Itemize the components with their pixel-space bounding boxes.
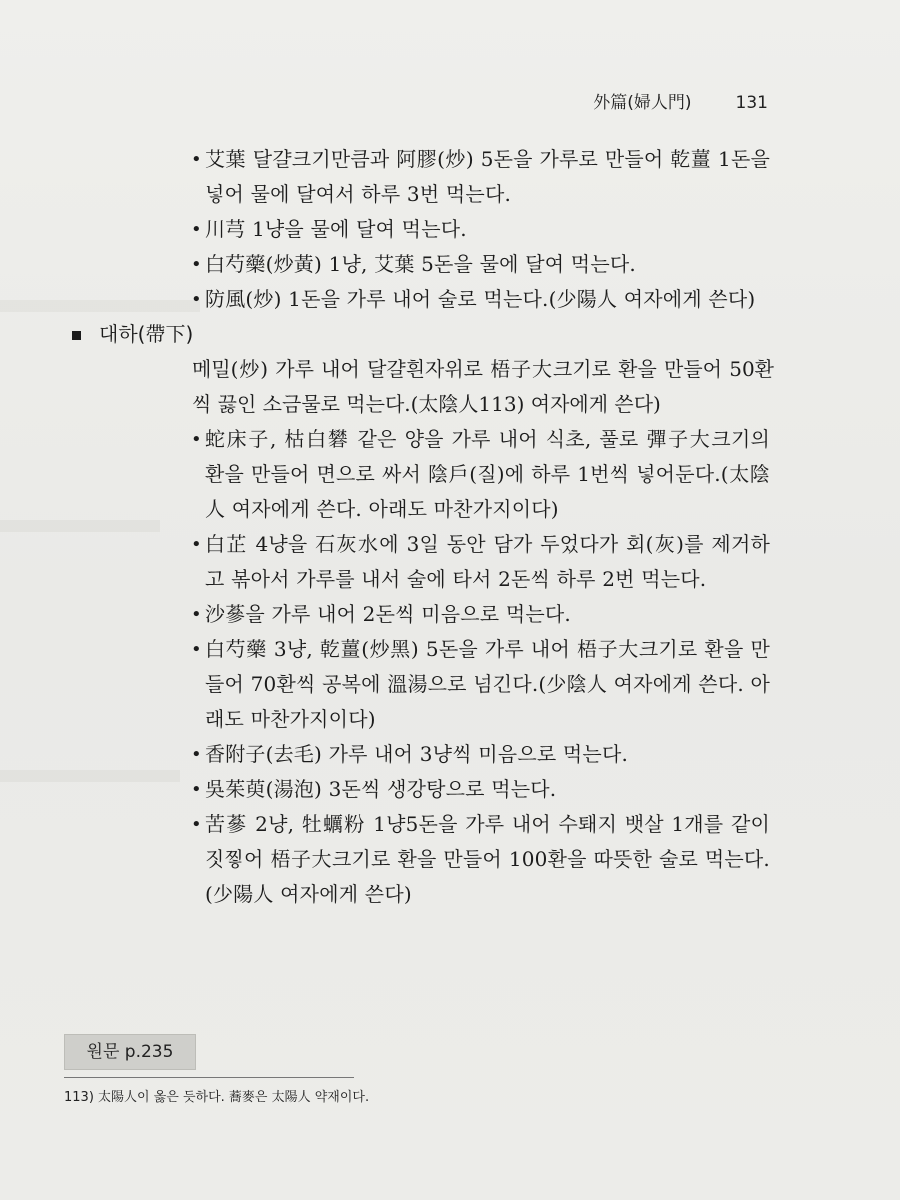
footnote: 113) 太陽人이 옳은 듯하다. 蕎麥은 太陽人 약재이다.: [64, 1090, 370, 1105]
section-heading-text: 대하(帶下): [99, 322, 194, 346]
square-bullet-icon: [72, 331, 81, 340]
header-section-title: 外篇(婦人門): [593, 93, 692, 113]
section-heading: [72, 317, 900, 352]
bullet-marker: •: [191, 604, 202, 625]
bullet-marker: •: [191, 744, 202, 765]
bullet-marker: •: [191, 814, 202, 835]
source-reference-tag: 원문 p.235: [64, 1034, 196, 1070]
list-item: [191, 527, 770, 597]
paragraph: [192, 352, 774, 422]
list-item-text: 吳茱萸(湯泡) 3돈씩 생강탕으로 먹는다.: [205, 777, 557, 801]
list-item-text: 白芷 4냥을 石灰水에 3일 동안 담가 두었다가 회(灰)를 제거하고 볶아서 가루를 내서 술에 타서 2돈씩 하루 2번 먹는다.: [205, 532, 770, 591]
list-item-text: 蛇床子, 枯白礬 같은 양을 가루 내어 식초, 풀로 彈子大크기의 환을 만들어 면으로 싸서 陰戶(질)에 하루 1번씩 넣어둔다.(太陰人 여자에게 쓴다. 아래도 마찬가지이다): [205, 427, 770, 521]
running-header: [593, 88, 768, 113]
list-item: [191, 772, 770, 807]
bullet-marker: •: [191, 289, 202, 310]
list-item: [191, 597, 770, 632]
list-item: [191, 247, 770, 282]
list-item-text: 白芍藥(炒黃) 1냥, 艾葉 5돈을 물에 달여 먹는다.: [205, 252, 636, 276]
footnote-divider: [64, 1077, 354, 1078]
list-item: [191, 807, 770, 912]
bullet-marker: •: [191, 254, 202, 275]
body-text: [0, 142, 900, 912]
bullet-marker: •: [191, 779, 202, 800]
list-item-text: 香附子(去毛) 가루 내어 3냥씩 미음으로 먹는다.: [205, 742, 629, 766]
bullet-marker: •: [191, 149, 202, 170]
list-item-text: 防風(炒) 1돈을 가루 내어 술로 먹는다.(少陽人 여자에게 쓴다): [205, 287, 756, 311]
list-item-text: 川芎 1냥을 물에 달여 먹는다.: [205, 217, 467, 241]
list-item-text: 苦蔘 2냥, 牡蠣粉 1냥5돈을 가루 내어 수퇘지 뱃살 1개를 같이 짓찧어 梧子大크기로 환을 만들어 100환을 따뜻한 술로 먹는다.(少陽人 여자에게 쓴다): [205, 812, 770, 906]
bullet-marker: •: [191, 639, 202, 660]
list-item: [191, 737, 770, 772]
list-item: [191, 212, 770, 247]
bullet-marker: •: [191, 219, 202, 240]
list-item: [191, 282, 770, 317]
list-item-text: 沙蔘을 가루 내어 2돈씩 미음으로 먹는다.: [205, 602, 571, 626]
bullet-marker: •: [191, 429, 202, 450]
list-item-text: 白芍藥 3냥, 乾薑(炒黑) 5돈을 가루 내어 梧子大크기로 환을 만들어 70환씩 공복에 溫湯으로 넘긴다.(少陰人 여자에게 쓴다. 아래도 마찬가지이다): [205, 637, 770, 731]
bullet-marker: •: [191, 534, 202, 555]
page-number: 131: [735, 93, 768, 113]
paragraph-text: 메밀(炒) 가루 내어 달걀흰자위로 梧子大크기로 환을 만들어 50환씩 끓인 소금물로 먹는다.(太陰人113) 여자에게 쓴다): [192, 357, 774, 416]
list-item: [191, 142, 770, 212]
list-item: [191, 632, 770, 737]
list-item: [191, 422, 770, 527]
list-item-text: 艾葉 달걀크기만큼과 阿膠(炒) 5돈을 가루로 만들어 乾薑 1돈을 넣어 물에 달여서 하루 3번 먹는다.: [205, 147, 770, 206]
